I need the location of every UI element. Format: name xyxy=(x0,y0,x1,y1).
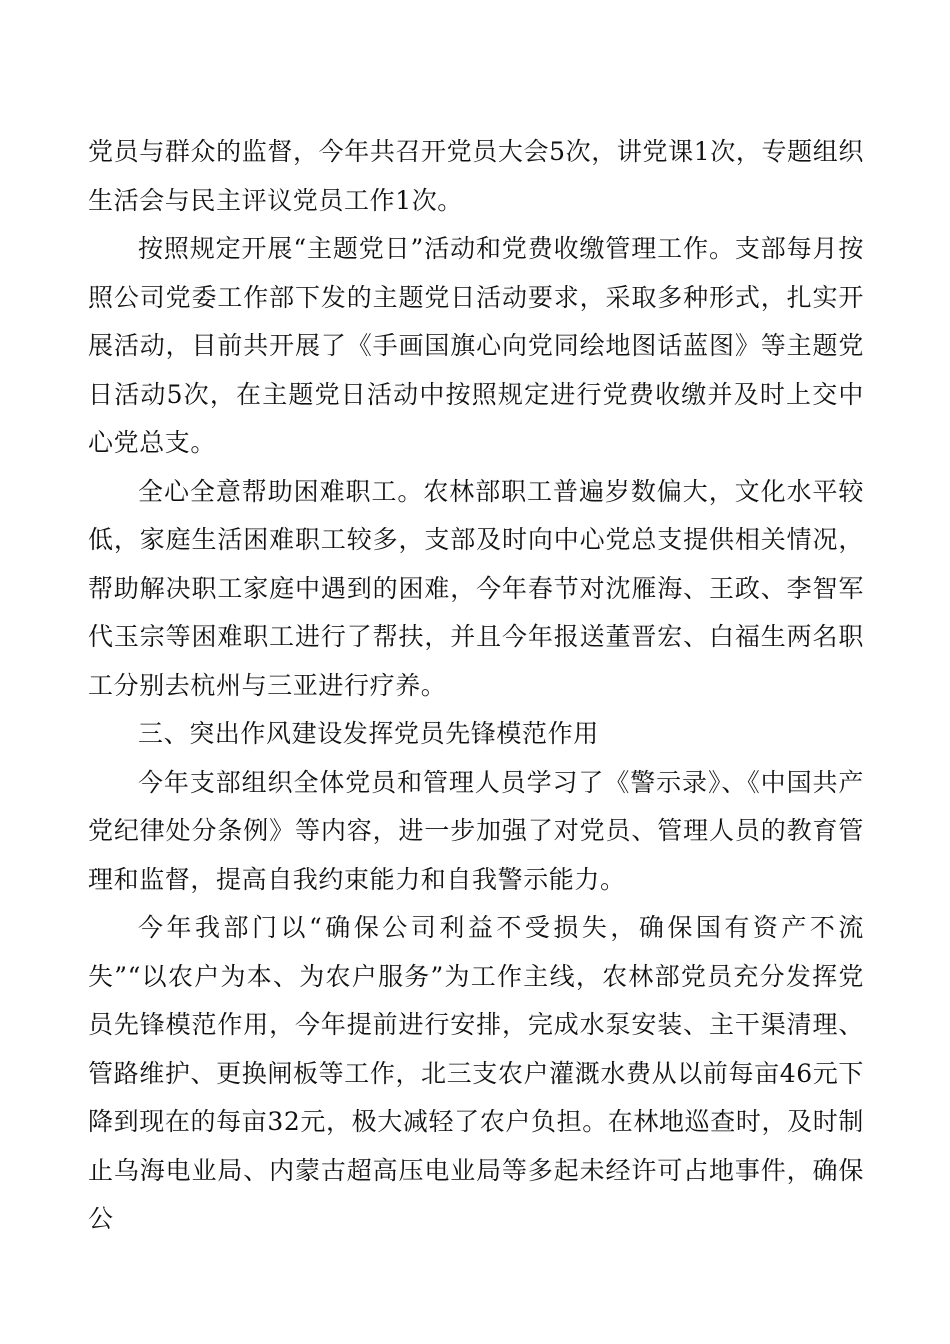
document-body xyxy=(88,128,864,1244)
paragraph-5: 今年我部门以“确保公司利益不受损失，确保国有资产不流失”“以农户为本、为农户服务”为工作主线，农林部党员充分发挥党员先锋模范作用，今年提前进行安排，完成水泵安装、主干渠清理、管路维护、更换闸板等工作，北三支农户灌溉水费从以前每亩46元下降到现在的每亩32元，极大减轻了农户负担。在林地巡查时，及时制止乌海电业局、内蒙古超高压电业局等多起未经许可占地事件，确保公 xyxy=(88,913,864,1233)
section-heading: 三、突出作风建设发挥党员先锋模范作用 xyxy=(138,719,599,748)
paragraph-1: 党员与群众的监督，今年共召开党员大会5次，讲党课1次，专题组织生活会与民主评议党员工作1次。 xyxy=(88,137,864,215)
paragraph-3: 全心全意帮助困难职工。农林部职工普遍岁数偏大，文化水平较低，家庭生活困难职工较多，支部及时向中心党总支提供相关情况，帮助解决职工家庭中遇到的困难，今年春节对沈雁海、王政、李智军代玉宗等困难职工进行了帮扶，并且今年报送董晋宏、白福生两名职工分别去杭州与三亚进行疗养。 xyxy=(88,476,864,700)
paragraph-2: 按照规定开展“主题党日”活动和党费收缴管理工作。支部每月按照公司党委工作部下发的主题党日活动要求，采取多种形式，扎实开展活动，目前共开展了《手画国旗心向党同绘地图话蓝图》等主题党日活动5次，在主题党日活动中按照规定进行党费收缴并及时上交中心党总支。 xyxy=(88,234,864,457)
paragraph-4: 今年支部组织全体党员和管理人员学习了《警示录》、《中国共产党纪律处分条例》等内容，进一步加强了对党员、管理人员的教育管理和监督，提高自我约束能力和自我警示能力。 xyxy=(88,767,864,894)
